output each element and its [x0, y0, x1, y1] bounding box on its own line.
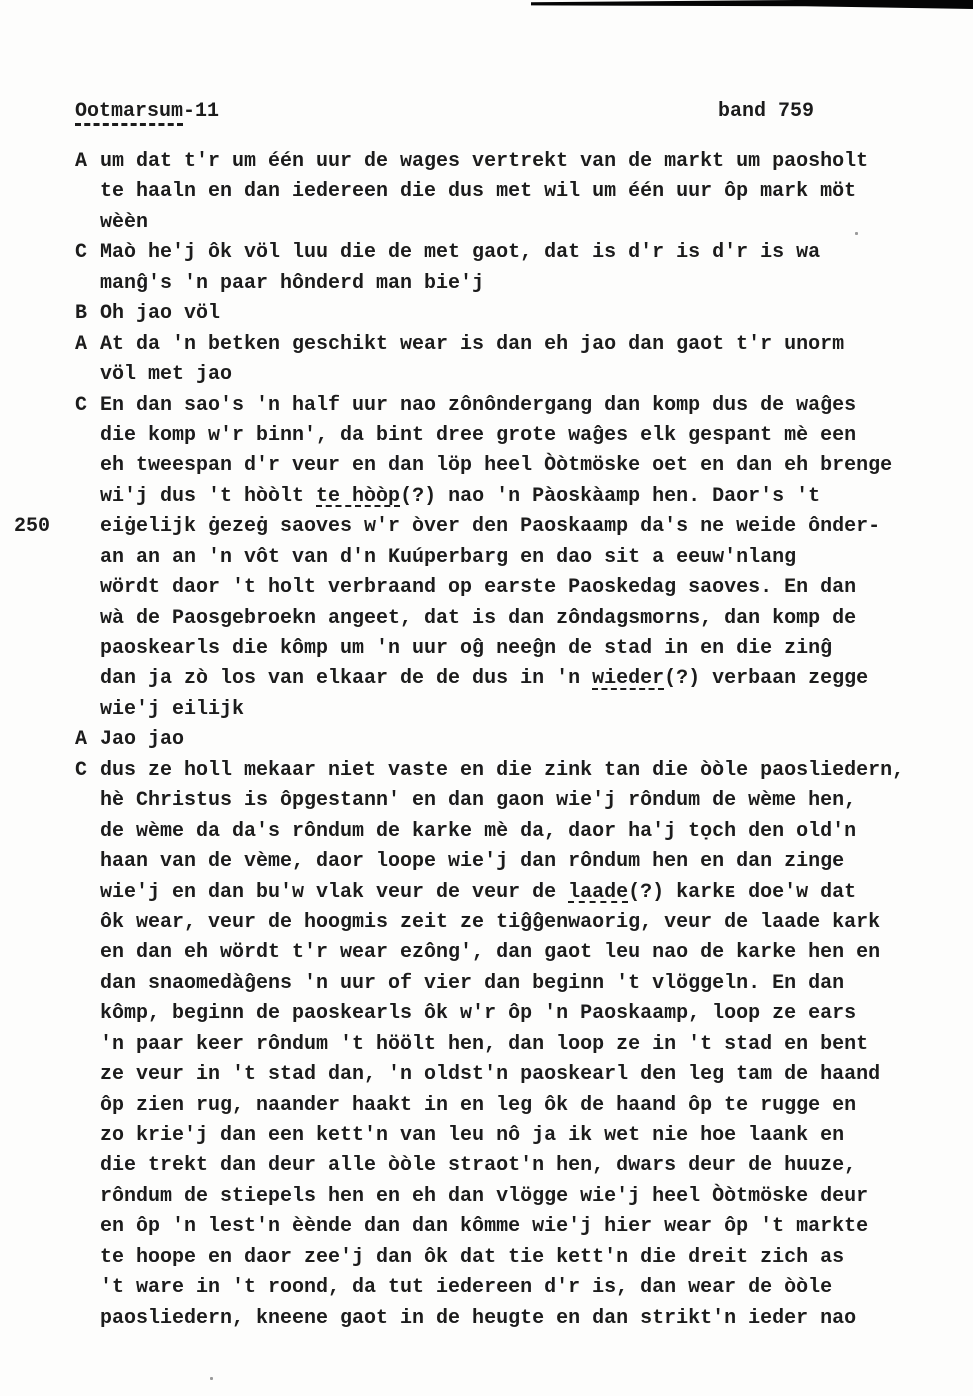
line-text: At da 'n betken geschikt wear is dan eh jao dan gaot t'r unorm [100, 332, 845, 356]
line-text: eh tweespan d'r veur en dan löp heel Òòtmöske oet en dan eh brenge [100, 454, 893, 478]
line-text: Jao jao [100, 728, 185, 752]
line-text: ôk wear, veur de hoogmis zeit ze tiĝĝenwaorig, veur de laade kark [100, 910, 881, 934]
transcript-line [100, 1273, 940, 1303]
transcript-line [100, 664, 940, 694]
speaker-label: B [75, 302, 88, 326]
line-text: dan ja zò los van elkaar de de dus in 'n wieder(?) verbaan zegge [100, 667, 869, 691]
line-text: an an an 'n vôt van d'n Kuúperbarg en dao sit a eeuw'nlang [100, 545, 797, 569]
underlined-term: te hòòp [316, 484, 401, 508]
line-text: völ met jao [100, 363, 233, 387]
underlined-term: wieder [592, 667, 665, 691]
transcript-line [100, 451, 940, 481]
transcript-line [100, 695, 940, 725]
scan-speck [210, 1377, 213, 1380]
speaker-label: C [75, 241, 88, 265]
transcript-line [100, 1243, 940, 1273]
line-text: rôndum de stiepels hen en eh dan vlögge wie'j heel Òòtmöske deur [100, 1184, 869, 1208]
transcript-line [100, 1182, 940, 1212]
line-text: Oh jao völ [100, 302, 221, 326]
line-text: dus ze holl mekaar niet vaste en die zink tan die òòle paosliedern, [100, 758, 905, 782]
line-text: te hoope en daor zee'j dan ôk dat tie kett'n die dreit zich as [100, 1245, 845, 1269]
transcript-line [100, 938, 940, 968]
transcript-body [14, 147, 940, 1334]
transcript-line [100, 1091, 940, 1121]
transcript-line [100, 1212, 940, 1242]
transcript-line [75, 756, 940, 786]
transcript-line [100, 421, 940, 451]
transcript-line [100, 878, 940, 908]
line-text: en dan eh wördt t'r wear ezông', dan gaot leu nao de karke hen en [100, 941, 881, 965]
transcript-line [100, 604, 940, 634]
transcript-line [75, 299, 940, 329]
line-text: wèèn [100, 210, 149, 234]
line-text: te haaln en dan iedereen die dus met wil um één uur ôp mark möt [100, 180, 857, 204]
line-text: wi'j dus 't hòòlt te hòòp(?) nao 'n Pàoskàamp hen. Daor's 't [100, 484, 821, 508]
transcript-line [100, 1060, 940, 1090]
transcript-line [100, 543, 940, 573]
line-text: haan van de vème, daor loope wie'j dan rôndum hen en dan zinge [100, 850, 845, 874]
line-text: ze veur in 't stad dan, 'n oldst'n paoskearl den leg tam de haand [100, 1063, 881, 1087]
transcript-line [75, 238, 940, 268]
document-title-underlined: Ootmarsum [75, 100, 184, 123]
transcript-line [100, 360, 940, 390]
speaker-label: A [75, 150, 88, 173]
page-header [0, 100, 973, 130]
transcript-line [75, 330, 940, 360]
speaker-label: A [75, 728, 88, 752]
transcript-line [100, 1030, 940, 1060]
transcript-line [100, 786, 940, 816]
transcript-line [75, 725, 940, 755]
line-text: manĝ's 'n paar hônderd man bie'j [100, 271, 485, 295]
speaker-label: C [75, 758, 88, 782]
transcript-line [100, 208, 940, 238]
line-text: 'n paar keer rôndum 't höölt hen, dan loop ze in 't stad en bent [100, 1032, 869, 1056]
transcript-line [75, 391, 940, 421]
line-text: En dan sao's 'n half uur nao zônôndergang dan komp dus de waĝes [100, 393, 857, 417]
line-text: zo krie'j dan een kett'n van leu nô ja ik wet nie hoe laank en [100, 1124, 845, 1147]
transcript-line [100, 177, 940, 207]
transcript-line [100, 1151, 940, 1181]
transcript-line [14, 512, 940, 542]
scan-speck [855, 232, 858, 235]
underlined-term: laade [568, 880, 629, 904]
line-text: Maò he'j ôk völ luu die de met gaot, dat is d'r is d'r is wa [100, 241, 821, 265]
line-text: wà de Paosgebroekn angeet, dat is dan zôndagsmorns, dan komp de [100, 606, 857, 630]
transcript-line [100, 908, 940, 938]
transcript-line [100, 573, 940, 603]
speaker-label: A [75, 332, 88, 356]
line-text: die trekt dan deur alle òòle straot'n hen, dwars deur de huuze, [100, 1154, 857, 1178]
transcript-line [100, 969, 940, 999]
transcript-line [100, 482, 940, 512]
line-text: de wème da da's rôndum de karke mè da, daor ha'j tọch den old'n [100, 819, 857, 843]
speaker-label: C [75, 393, 88, 417]
transcript-line [100, 847, 940, 877]
line-text: paoskearls die kômp um 'n uur oĝ neeĝn de stad in en die zinĝ [100, 637, 833, 660]
document-title [75, 100, 219, 123]
line-text: die komp w'r binn', da bint dree grote waĝes elk gespant mè een [100, 423, 857, 447]
line-text: eiġelijk ġezeġ saoves w'r òver den Paoskaamp da's ne weide ônder- [100, 515, 881, 539]
line-text: en ôp 'n lest'n èènde dan dan kômme wie'j hier wear ôp 't markte [100, 1215, 869, 1239]
transcript-line [75, 147, 940, 177]
transcript-line [100, 817, 940, 847]
document-title-suffix: -11 [183, 100, 220, 123]
band-reference: band 759 [718, 100, 815, 123]
line-text: 't ware in 't roond, da tut iedereen d'r is, dan wear de òòle [100, 1276, 833, 1300]
line-text: wördt daor 't holt verbraand op earste Paoskedag saoves. En dan [100, 576, 857, 600]
scan-edge-artifact [531, 0, 973, 9]
line-text: wie'j en dan bu'w vlak veur de veur de laade(?) karkᴇ doe'w dat [100, 880, 857, 904]
line-text: ôp zien rug, naander haakt in en leg ôk de haand ôp te rugge en [100, 1093, 857, 1117]
transcript-line [100, 999, 940, 1029]
line-text: paosliedern, kneene gaot in de heugte en dan strikt'n ieder nao [100, 1306, 857, 1330]
transcript-line [100, 1304, 940, 1334]
line-text: kômp, beginn de paoskearls ôk w'r ôp 'n Paoskaamp, loop ze ears [100, 1002, 857, 1026]
transcript-line [100, 269, 940, 299]
line-text: um dat t'r um één uur de wages vertrekt van de markt um paosholt [100, 150, 869, 173]
line-text: dan snaomedàĝens 'n uur of vier dan beginn 't vlöggeln. En dan [100, 971, 845, 995]
transcript-line [100, 1121, 940, 1151]
margin-line-number: 250 [14, 515, 51, 539]
line-text: hè Christus is ôpgestann' en dan gaon wie'j rôndum de wème hen, [100, 789, 857, 813]
line-text: wie'j eilijk [100, 697, 245, 721]
transcript-line [100, 634, 940, 664]
